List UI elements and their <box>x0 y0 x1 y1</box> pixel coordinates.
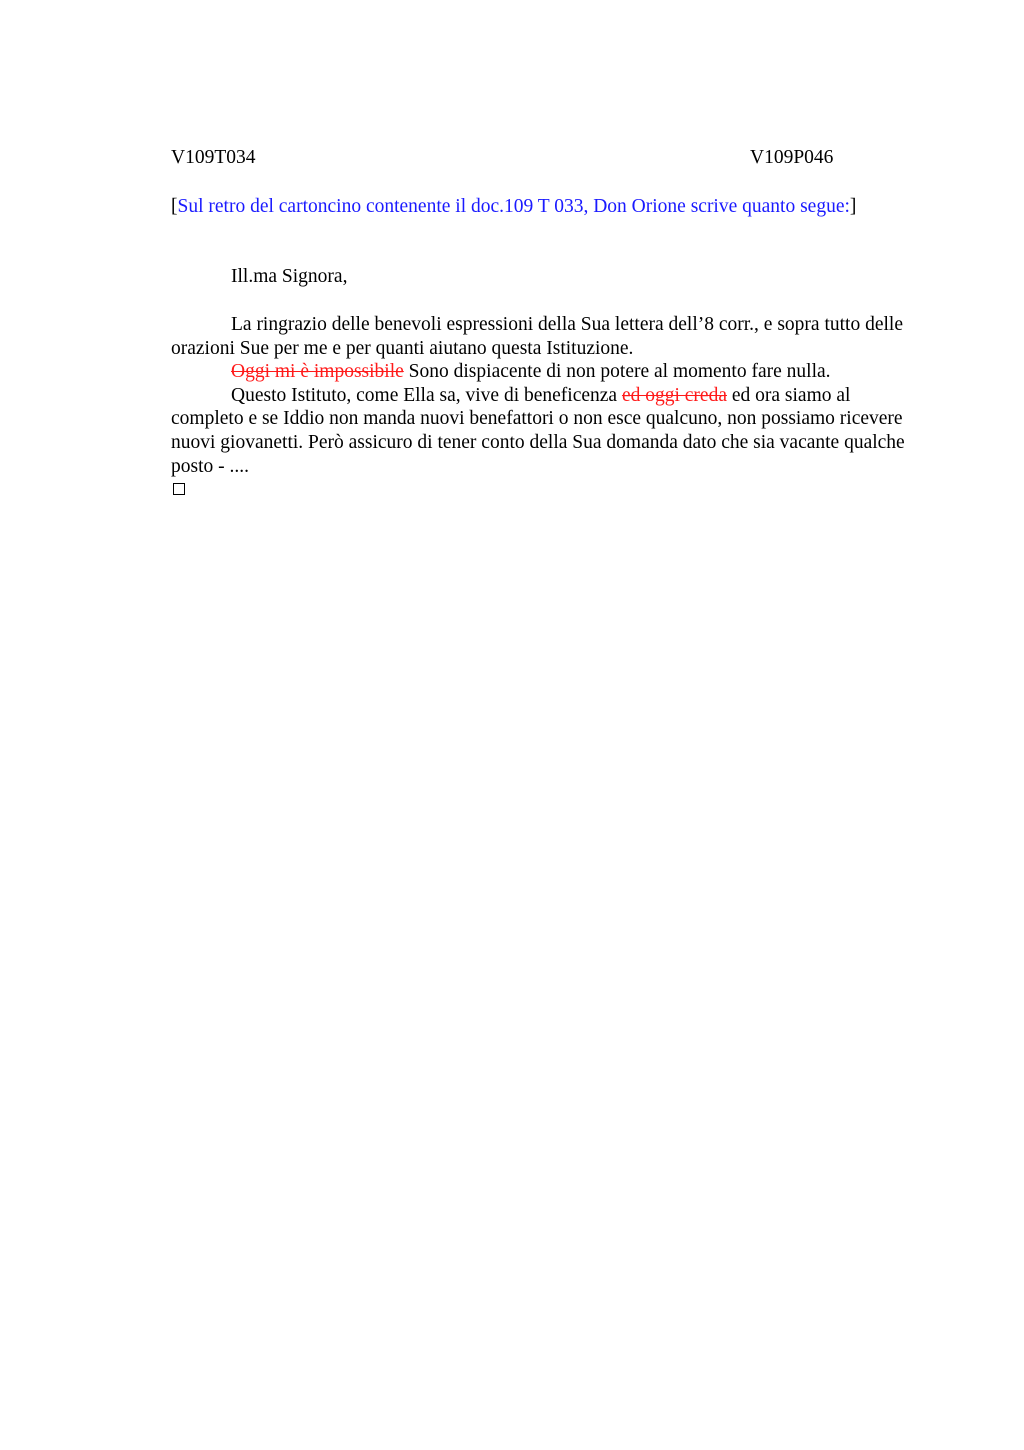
paragraph-3-start: Questo Istituto, come Ella sa, vive di beneficenza <box>231 384 622 406</box>
letter-paragraph-3 <box>171 384 906 478</box>
deleted-text: Oggi mi è impossibile <box>231 361 404 383</box>
letter-paragraph-1: La ringrazio delle benevoli espressioni della Sua lettera dell’8 corr., e sopra tutto delle orazioni Sue per me e per quanti aiutano questa Istituzione. <box>171 314 903 359</box>
letter-paragraph-2 <box>171 360 906 384</box>
note-text: Sul retro del cartoncino contenente il doc.109 T 033, Don Orione scrive quanto segue: <box>177 196 850 217</box>
document-reference-right: V109P046 <box>750 147 834 168</box>
letter-salutation: Ill.ma Signora, <box>231 266 348 287</box>
deleted-text: ed oggi creda <box>621 384 727 406</box>
empty-checkbox-glyph <box>173 483 185 495</box>
letter-body <box>171 313 906 478</box>
editorial-note <box>171 195 856 219</box>
note-open-bracket: [ <box>171 196 178 217</box>
paragraph-2-text: Sono dispiacente di non potere al momento fare nulla. <box>403 361 831 383</box>
document-reference-left: V109T034 <box>171 147 256 168</box>
paragraph-3-end: ed ora siamo al completo e se Iddio non manda nuovi benefattori o non esce qualcuno, non possiamo ricevere nuovi giovanetti. Però assicuro di tener conto della Sua domanda dato che sia vacante qualche posto - .... <box>171 384 905 477</box>
note-close-bracket: ] <box>849 196 857 217</box>
